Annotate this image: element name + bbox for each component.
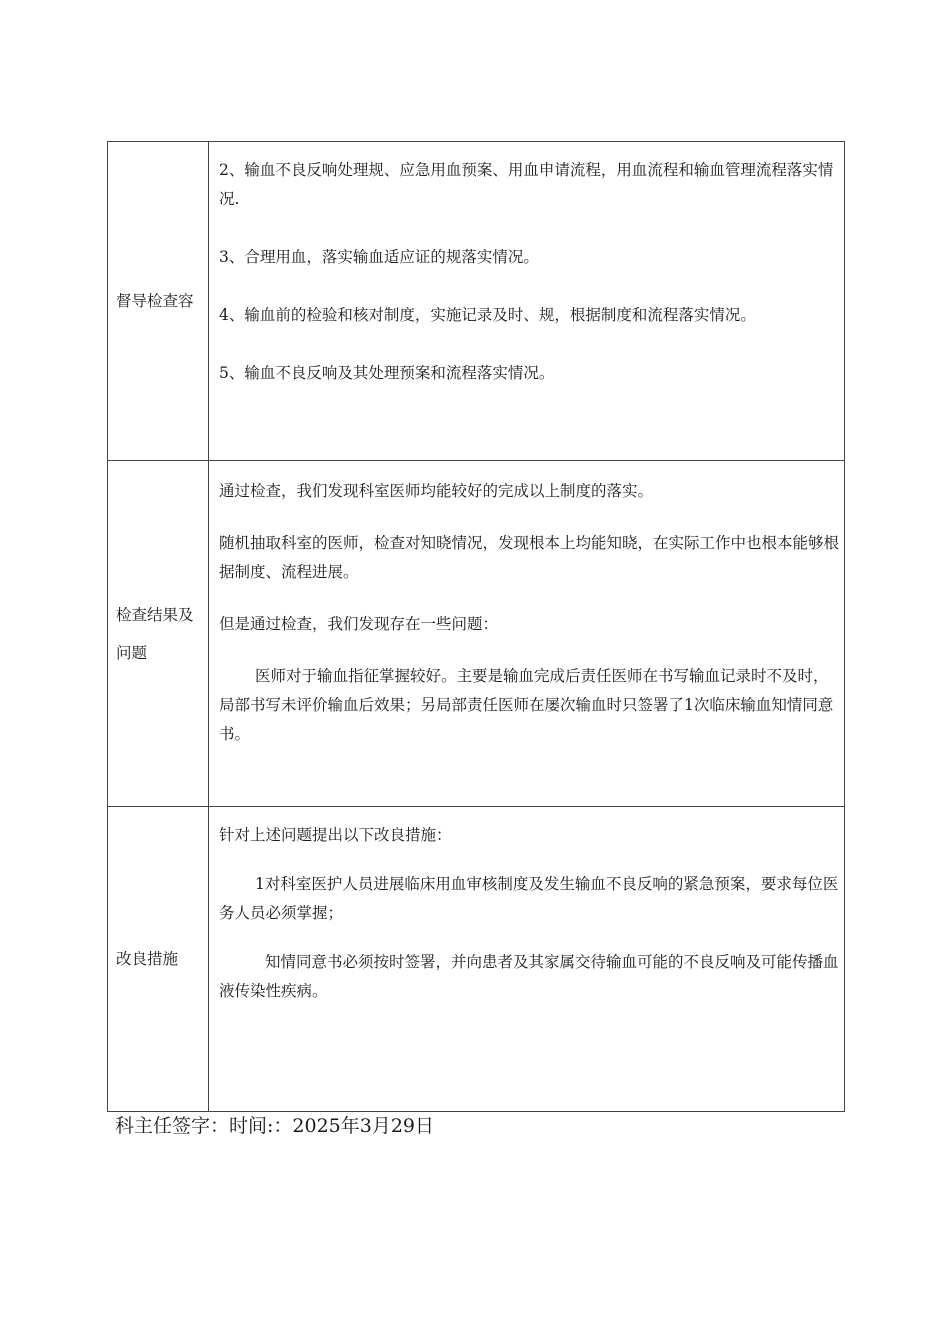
row-content-supervision [209,142,845,461]
row-content-results [209,461,845,807]
supervision-item-3: 3、合理用血，落实输血适应证的规落实情况。 [219,248,539,266]
row-label-results: 检查结果及问题 [108,461,209,807]
supervision-item-4: 4、输血前的检验和核对制度，实施记录及时、规，根据制度和流程落实情况。 [219,306,756,324]
row-label-improvement: 改良措施 [108,807,209,1112]
supervision-item-2: 2、输血不良反响处理规、应急用血预案、用血申请流程，用血流程和输血管理流程落实情况. [219,161,834,208]
improvement-item-1: 1对科室医护人员进展临床用血审核制度及发生输血不良反响的紧急预案，要求每位医务人员必须掌握； [219,875,839,922]
improvement-intro: 针对上述问题提出以下改良措施： [219,826,452,844]
table-row-results [108,461,845,807]
results-paragraph-1: 通过检查，我们发现科室医师均能较好的完成以上制度的落实。 [219,482,654,500]
report-table [107,141,845,1112]
signature-date-line: 科主任签字：时间:：2025年3月29日 [115,1115,435,1137]
results-paragraph-2: 随机抽取科室的医师，检查对知晓情况，发现根本上均能知晓，在实际工作中也根本能够根据制度、流程进展。 [219,534,840,581]
table-row-supervision [108,142,845,461]
results-paragraph-4: 医师对于输血指征掌握较好。主要是输血完成后责任医师在书写输血记录时不及时，局部书写未评价输血后效果；另局部责任医师在屡次输血时只签署了1次临床输血知情同意书。 [219,667,834,743]
supervision-item-5: 5、输血不良反响及其处理预案和流程落实情况。 [219,364,555,382]
results-paragraph-3: 但是通过检查，我们发现存在一些问题： [219,615,499,633]
improvement-item-2: 知情同意书必须按时签署，并向患者及其家属交待输血可能的不良反响及可能传播血液传染性疾病。 [219,953,839,1000]
row-label-supervision: 督导检查容 [108,142,209,461]
table-row-improvement [108,807,845,1112]
row-content-improvement [209,807,845,1112]
